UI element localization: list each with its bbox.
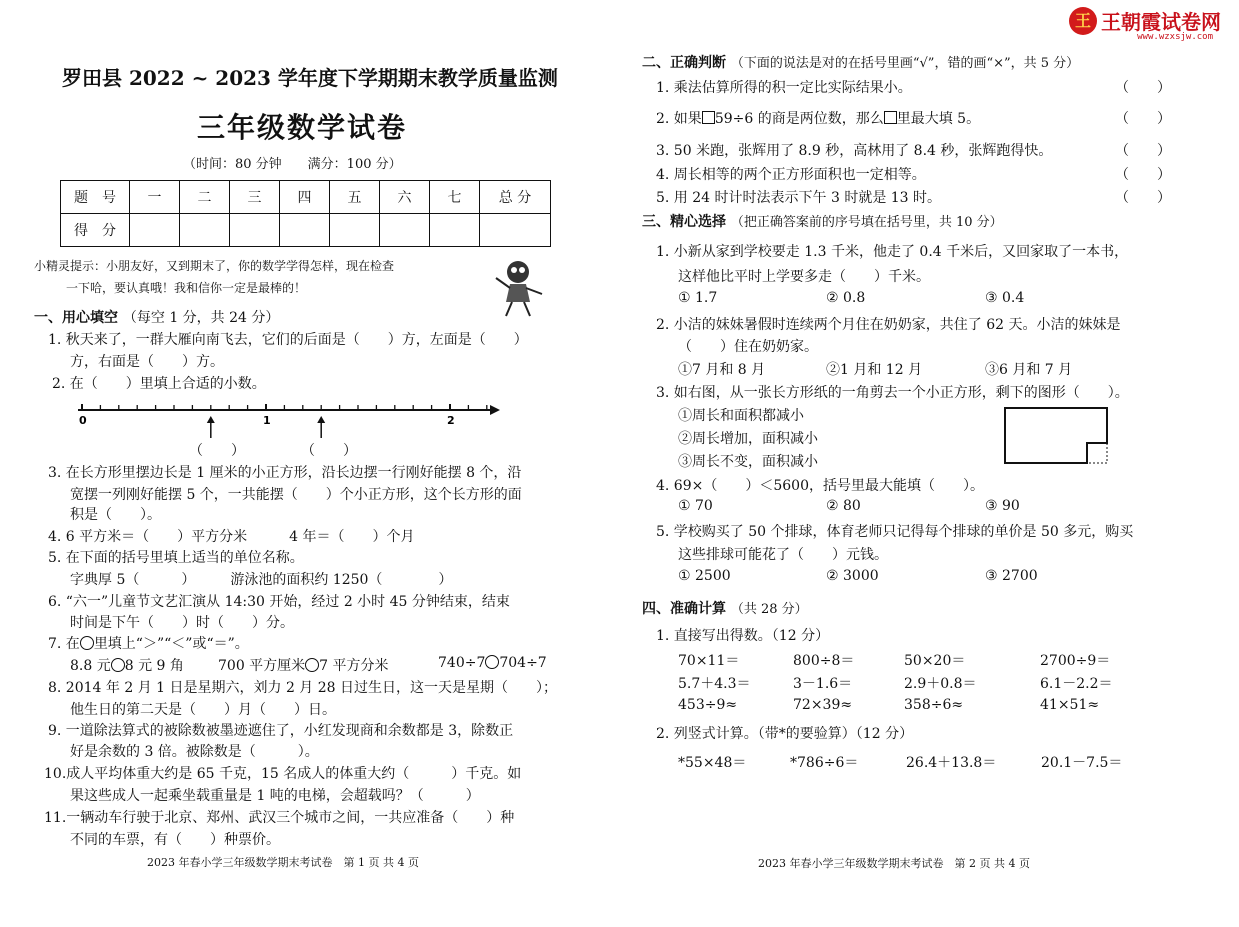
choice-2-line-2: （ ）住在奶奶家。 — [678, 339, 818, 355]
number-line-blank-1[interactable]: （ ） — [189, 443, 245, 459]
calc-q2-title: 2. 列竖式计算。（带*的要验算）（12 分） — [656, 726, 914, 742]
judge-item-4: 4. 周长相等的两个正方形面积也一定相等。 — [656, 167, 926, 183]
calc-item: 453÷9≈ — [678, 697, 738, 713]
choice-5-option-b[interactable]: ② 3000 — [826, 568, 879, 584]
calc-item: 2.9＋0.8＝ — [904, 676, 977, 692]
calc-item: 800÷8＝ — [793, 653, 855, 669]
score-table-header-row — [61, 181, 551, 214]
question-2: 2. 在（ ）里填上合适的小数。 — [52, 376, 266, 392]
calc-item: 50×20＝ — [904, 653, 966, 669]
judge-item-2-mid: 59÷6 的商是两位数，那么 — [714, 111, 884, 127]
choice-1-line-1: 1. 小新从家到学校要走 1.3 千米，他走了 0.4 千米后，又回家取了一本书， — [656, 244, 1129, 260]
score-header-cell: 三 — [230, 181, 280, 214]
section-1-title: 一、用心填空 — [34, 310, 118, 326]
question-11-line-1: 11.一辆动车行驶于北京、郑州、武汉三个城市之间，一共应准备（ ）种 — [44, 810, 515, 826]
compare-left: 8.8 元 — [70, 658, 111, 674]
section-2-title: 二、正确判断 — [642, 55, 726, 71]
score-header-cell: 总 分 — [480, 181, 551, 214]
section-1-heading — [34, 307, 279, 327]
judge-answer-paren[interactable]: （ ） — [1115, 111, 1171, 127]
question-11-line-2: 不同的车票，有（ ）种票价。 — [70, 832, 280, 848]
choice-5-line-1: 5. 学校购买了 50 个排球，体育老师只记得每个排球的单价是 50 多元，购买 — [656, 524, 1134, 540]
compare-right: 8 元 9 角 — [124, 658, 184, 674]
score-input-cell[interactable] — [130, 214, 180, 247]
section-2-note: （下面的说法是对的在括号里画“√”，错的画“×”，共 5 分） — [730, 56, 1080, 71]
score-input-cell[interactable] — [280, 214, 330, 247]
score-header-cell: 七 — [430, 181, 480, 214]
judge-answer-paren[interactable]: （ ） — [1115, 143, 1171, 159]
question-5-line-1: 5. 在下面的括号里填上适当的单位名称。 — [48, 550, 304, 566]
compare-circle-icon[interactable] — [485, 655, 499, 669]
number-line-label: 2 — [447, 414, 455, 427]
compare-right: 7 平方分米 — [319, 658, 389, 674]
score-input-cell[interactable] — [430, 214, 480, 247]
number-line-pointer-head-icon — [317, 416, 325, 423]
score-table-score-row — [61, 214, 551, 247]
compare-circle-icon[interactable] — [305, 658, 319, 672]
calc-item: 358÷6≈ — [904, 697, 964, 713]
score-input-cell[interactable] — [230, 214, 280, 247]
question-1-line-2: 方，右面是（ ）方。 — [70, 354, 224, 370]
logo-badge-icon: 王 — [1069, 7, 1097, 35]
choice-4-option-a[interactable]: ① 70 — [678, 498, 713, 514]
score-header-cell: 五 — [330, 181, 380, 214]
question-10-line-1: 10.成人平均体重大约是 65 千克，15 名成人的体重大约（ ）千克。如 — [44, 766, 522, 782]
choice-3-option-c[interactable]: ③周长不变，面积减小 — [678, 454, 818, 470]
number-line-label: 1 — [263, 414, 271, 427]
choice-1-line-2: 这样他比平时上学要多走（ ）千米。 — [678, 269, 930, 285]
choice-2-option-a[interactable]: ①7 月和 8 月 — [678, 362, 766, 378]
question-5-line-2: 字典厚 5（ ） 游泳池的面积约 1250（ ） — [70, 572, 453, 588]
judge-item-2-tail: 里最大填 5。 — [896, 111, 981, 127]
calc-q1-title: 1. 直接写出得数。（12 分） — [656, 628, 830, 644]
number-line — [70, 398, 500, 438]
score-header-cell: 四 — [280, 181, 330, 214]
choice-5-option-a[interactable]: ① 2500 — [678, 568, 731, 584]
calc-item: 70×11＝ — [678, 653, 740, 669]
judge-answer-paren[interactable]: （ ） — [1115, 167, 1171, 183]
question-6-line-1: 6. “六一”儿童节文艺汇演从 14:30 开始，经过 2 小时 45 分钟结束，结束 — [48, 594, 510, 610]
question-7-line-1 — [48, 633, 249, 653]
choice-2-option-c[interactable]: ③6 月和 7 月 — [985, 362, 1073, 378]
calc-item: 41×51≈ — [1040, 697, 1100, 713]
section-3-heading — [642, 211, 1003, 231]
exam-time-info: （时间：80 分钟 满分：100 分） — [183, 157, 402, 172]
calc-item: 2700÷9＝ — [1040, 653, 1111, 669]
compare-circle-icon[interactable] — [111, 658, 125, 672]
vertical-calc-item: 26.4＋13.8＝ — [906, 755, 997, 771]
compare-right: 704÷7 — [499, 655, 547, 671]
score-header-cell: 一 — [130, 181, 180, 214]
choice-4-option-c[interactable]: ③ 90 — [985, 498, 1020, 514]
q7-prefix: 7. 在 — [48, 636, 80, 652]
vertical-calc-item: 20.1－7.5＝ — [1041, 755, 1123, 771]
number-line-pointer-head-icon — [207, 416, 215, 423]
compare-circle-icon — [80, 636, 94, 650]
question-9-line-1: 9. 一道除法算式的被除数被墨迹遮住了，小红发现商和余数都是 3，除数正 — [48, 723, 514, 739]
question-8-line-1: 8. 2014 年 2 月 1 日是星期六，刘力 2 月 28 日过生日，这一天是星期（ ）； — [48, 680, 558, 696]
choice-3-line: 3. 如右图，从一张长方形纸的一角剪去一个小正方形，剩下的图形（ ）。 — [656, 385, 1129, 401]
choice-1-option-b[interactable]: ② 0.8 — [826, 290, 866, 306]
choice-3-option-a[interactable]: ①周长和面积都减小 — [678, 408, 804, 424]
section-3-title: 三、精心选择 — [642, 214, 726, 230]
tip-line-2: 一下哈，要认真哦！我和信你一定是最棒的！ — [66, 281, 307, 295]
logo-brand: 王朝霞试卷网 — [1101, 10, 1221, 34]
question-3-line-2: 宽摆一列刚好能摆 5 个，一共能摆（ ）个小正方形，这个长方形的面 — [70, 487, 522, 503]
exam-page-1 — [0, 0, 610, 927]
judge-item-1: 1. 乘法估算所得的积一定比实际结果小。 — [656, 80, 912, 96]
score-input-cell[interactable] — [330, 214, 380, 247]
exam-header-title: 罗田县 2022 ~ 2023 学年度下学期期末教学质量监测 — [62, 66, 558, 90]
number-line-label: 0 — [79, 414, 87, 427]
section-4-note: （共 28 分） — [730, 602, 808, 617]
section-3-note: （把正确答案前的序号填在括号里，共 10 分） — [730, 215, 1003, 230]
question-9-line-2: 好是余数的 3 倍。被除数是（ ）。 — [70, 744, 319, 760]
judge-answer-paren[interactable]: （ ） — [1115, 80, 1171, 96]
page-2-footer: 2023 年春小学三年级数学期末考试卷 第 2 页 共 4 页 — [758, 857, 1030, 870]
choice-2-option-b[interactable]: ②1 月和 12 月 — [826, 362, 923, 378]
blank-box-icon — [702, 111, 715, 124]
choice-3-option-b[interactable]: ②周长增加，面积减小 — [678, 431, 818, 447]
q7-suffix: 里填上“＞”“＜”或“＝”。 — [93, 636, 249, 652]
score-input-cell[interactable] — [380, 214, 430, 247]
question-1-line-1: 1. 秋天来了，一群大雁向南飞去，它们的后面是（ ）方，左面是（ ） — [48, 332, 528, 348]
site-logo[interactable] — [1069, 6, 1221, 35]
section-1-note: （每空 1 分，共 24 分） — [122, 310, 280, 326]
calc-item: 6.1－2.2＝ — [1040, 676, 1113, 692]
question-7-compare-2 — [218, 655, 389, 675]
exam-subject-title: 三年级数学试卷 — [197, 111, 408, 144]
choice-2-line-1: 2. 小洁的妹妹暑假时连续两个月住在奶奶家，共住了 62 天。小洁的妹妹是 — [656, 317, 1121, 333]
elf-cartoon-icon — [488, 258, 550, 318]
question-7-compare-3 — [438, 655, 547, 671]
question-10-line-2: 果这些成人一起乘坐载重量是 1 吨的电梯，会超载吗？（ ） — [70, 788, 480, 804]
page-1-footer: 2023 年春小学三年级数学期末考试卷 第 1 页 共 4 页 — [147, 856, 419, 869]
choice-1-option-c[interactable]: ③ 0.4 — [985, 290, 1025, 306]
question-4: 4. 6 平方米＝（ ）平方分米 4 年＝（ ）个月 — [48, 529, 415, 545]
calc-item: 72×39≈ — [793, 697, 853, 713]
blank-box-icon — [884, 111, 897, 124]
choice-4-line: 4. 69×（ ）＜5600，括号里最大能填（ ）。 — [656, 478, 984, 494]
judge-item-5: 5. 用 24 时计时法表示下午 3 时就是 13 时。 — [656, 190, 942, 206]
choice-5-option-c[interactable]: ③ 2700 — [985, 568, 1038, 584]
section-2-heading — [642, 52, 1079, 72]
question-3-line-1: 3. 在长方形里摆边长是 1 厘米的小正方形，沿长边摆一行刚好能摆 8 个，沿 — [48, 465, 522, 481]
judge-item-3: 3. 50 米跑，张辉用了 8.9 秒，高林用了 8.4 秒，张辉跑得快。 — [656, 143, 1053, 159]
judge-item-2 — [656, 108, 980, 128]
tip-line-1: 小精灵提示：小朋友好，又到期末了，你的数学学得怎样，现在检查 — [34, 259, 395, 273]
vertical-calc-item: *55×48＝ — [678, 755, 747, 771]
question-8-line-2: 他生日的第二天是（ ）月（ ）日。 — [70, 702, 336, 718]
logo-url[interactable]: www.wzxsjw.com — [1137, 32, 1213, 42]
question-7-compare-1 — [70, 655, 184, 675]
compare-left: 740÷7 — [438, 655, 486, 671]
judge-answer-paren[interactable]: （ ） — [1115, 190, 1171, 206]
calc-item: 3－1.6＝ — [793, 676, 853, 692]
score-header-cell: 二 — [180, 181, 230, 214]
calc-item: 5.7＋4.3＝ — [678, 676, 751, 692]
vertical-calc-item: *786÷6＝ — [790, 755, 859, 771]
section-4-title: 四、准确计算 — [642, 601, 726, 617]
score-header-cell: 六 — [380, 181, 430, 214]
choice-4-option-b[interactable]: ② 80 — [826, 498, 861, 514]
score-input-cell[interactable] — [180, 214, 230, 247]
question-6-line-2: 时间是下午（ ）时（ ）分。 — [70, 615, 294, 631]
cut-rectangle-figure — [1002, 405, 1114, 467]
compare-left: 700 平方厘米 — [218, 658, 306, 674]
score-input-cell[interactable] — [480, 214, 551, 247]
section-4-heading — [642, 598, 808, 618]
judge-item-2-pre: 2. 如果 — [656, 111, 702, 127]
number-line-blank-2[interactable]: （ ） — [301, 443, 357, 459]
score-table — [60, 180, 551, 247]
score-row-label: 得 分 — [61, 214, 130, 247]
exam-page-2 — [620, 0, 1239, 927]
question-3-line-3: 积是（ ）。 — [70, 507, 161, 523]
number-line-arrow-icon — [490, 405, 500, 415]
choice-5-line-2: 这些排球可能花了（ ）元钱。 — [678, 547, 888, 563]
choice-1-option-a[interactable]: ① 1.7 — [678, 290, 718, 306]
score-header-cell: 题 号 — [61, 181, 130, 214]
